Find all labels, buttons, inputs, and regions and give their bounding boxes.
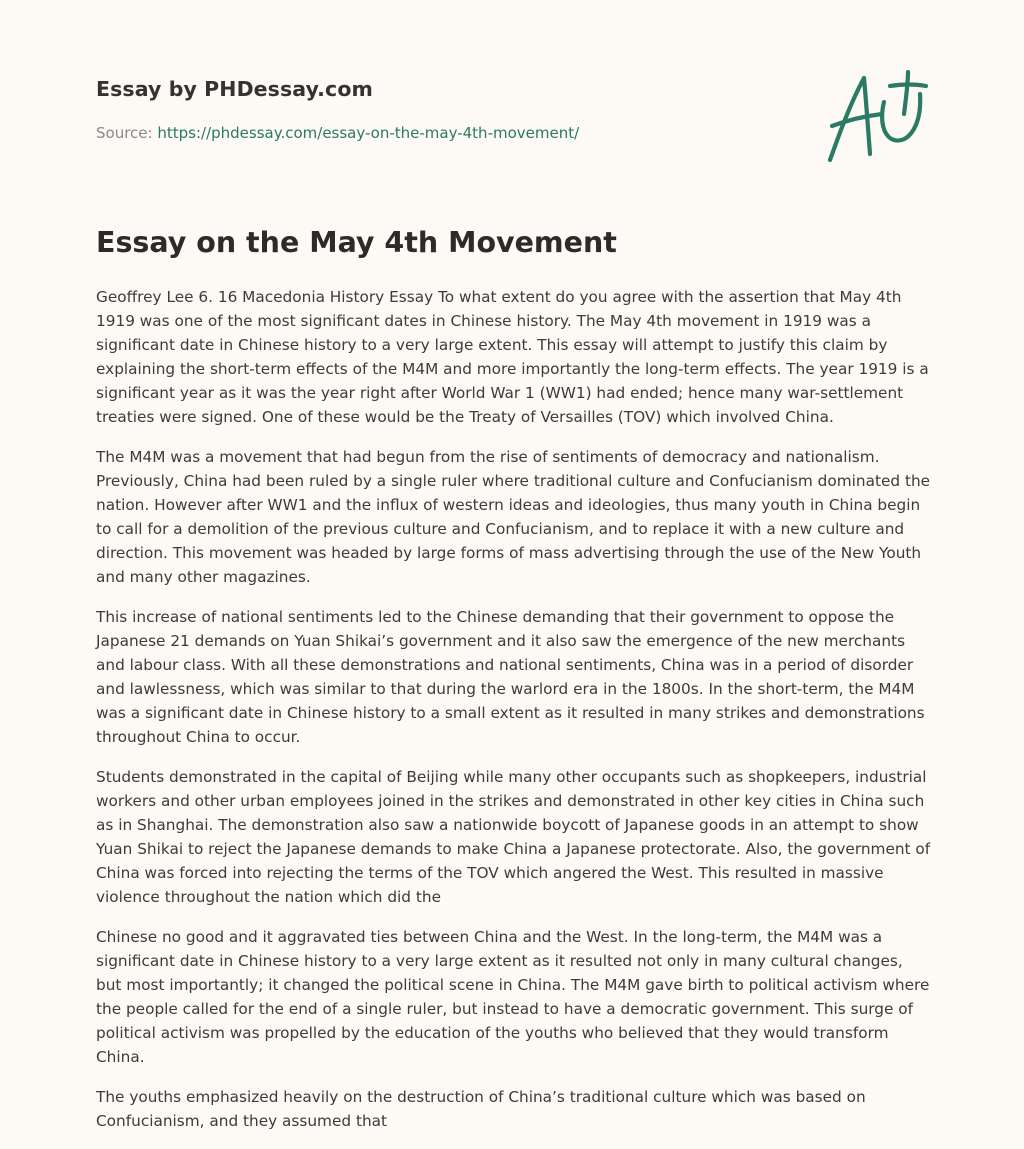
source-link[interactable]: https://phdessay.com/essay-on-the-may-4th-movement/ xyxy=(157,124,580,142)
paragraph: Chinese no good and it aggravated ties between China and the West. In the long-term, the M4M was a significant date in Chinese history to a very large extent as it resulted not only in many cultural changes, but most importantly; it changed the political scene in China. The M4M gave birth to political activism where the people called for the end of a single ruler, but instead to have a democratic government. This surge of political activism was propelled by the education of the youths who believed that they would transform China. xyxy=(96,928,930,1066)
paragraph: Students demonstrated in the capital of Beijing while many other occupants such as shopkeepers, industrial workers and other urban employees joined in the strikes and demonstrated in other key cities in China such as in Shanghai. The demonstration also saw a nationwide boycott of Japanese goods in an attempt to show Yuan Shikai to reject the Japanese demands to make China a Japanese protectorate. Also, the government of China was forced into rejecting the terms of the TOV which angered the West. This resulted in massive violence throughout the nation which did the xyxy=(96,768,931,906)
brand-title: Essay by PHDessay.com xyxy=(96,77,373,101)
paragraph: The youths emphasized heavily on the destruction of China’s traditional culture which was based on Confucianism, and they assumed that xyxy=(96,1088,866,1130)
source-line xyxy=(96,124,579,142)
paragraph: Geoffrey Lee 6. 16 Macedonia History Essay To what extent do you agree with the assertion that May 4th 1919 was one of the most significant dates in Chinese history. The May 4th movement in 1919 was a significant date in Chinese history to a very large extent. This essay will attempt to justify this claim by explaining the short-term effects of the M4M and more importantly the long-term effects. The year 1919 is a significant year as it was the year right after World War 1 (WW1) had ended; hence many war-settlement treaties were signed. One of these would be the Treaty of Versailles (TOV) which involved China. xyxy=(96,288,929,426)
paragraph: This increase of national sentiments led to the Chinese demanding that their government to oppose the Japanese 21 demands on Yuan Shikai’s government and it also saw the emergence of the new merchants and labour class. With all these demonstrations and national sentiments, China was in a period of disorder and lawlessness, which was similar to that during the warlord era in the 1800s. In the short-term, the M4M was a significant date in Chinese history to a small extent as it resulted in many strikes and demonstrations throughout China to occur. xyxy=(96,608,925,746)
paragraph: The M4M was a movement that had begun from the rise of sentiments of democracy and nationalism. Previously, China had been ruled by a single ruler where traditional culture and Confucianism dominated the nation. However after WW1 and the influx of western ideas and ideologies, thus many youth in China begin to call for a demolition of the previous culture and Confucianism, and to replace it with a new culture and direction. This movement was headed by large forms of mass advertising through the use of the New Youth and many other magazines. xyxy=(96,448,931,586)
page-title: Essay on the May 4th Movement xyxy=(96,226,617,259)
a-plus-grade-icon xyxy=(824,70,928,166)
article-body xyxy=(96,285,932,1149)
source-label: Source: xyxy=(96,124,153,142)
